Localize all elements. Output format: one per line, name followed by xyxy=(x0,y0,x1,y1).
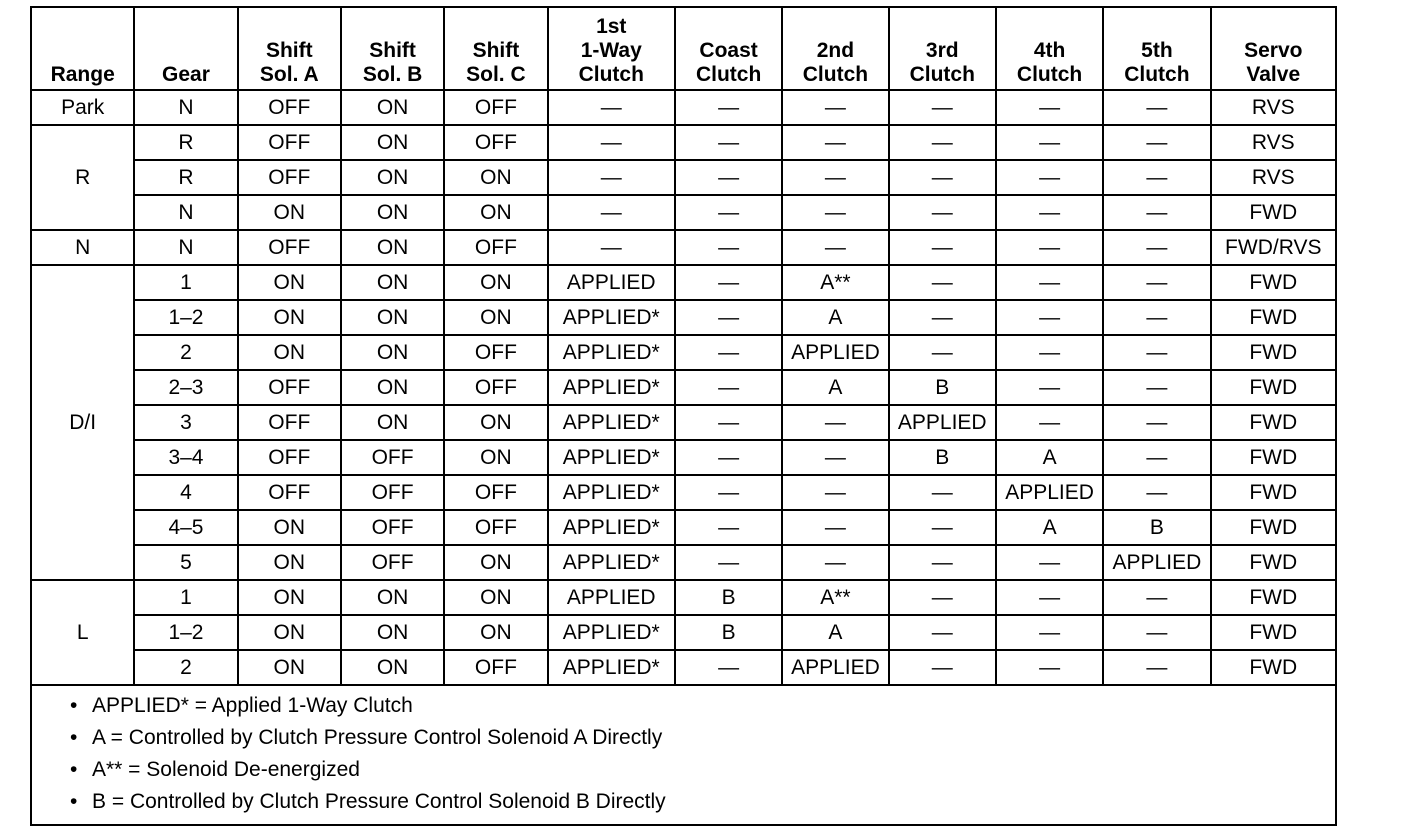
range-cell: L xyxy=(31,580,134,685)
table-cell: — xyxy=(1103,300,1210,335)
table-cell: — xyxy=(675,300,782,335)
table-cell: OFF xyxy=(444,510,547,545)
table-cell: A** xyxy=(782,265,888,300)
table-cell: — xyxy=(1103,195,1210,230)
table-cell: FWD xyxy=(1211,650,1336,685)
table-cell: APPLIED* xyxy=(548,615,675,650)
table-cell: — xyxy=(675,475,782,510)
gear-cell: 1–2 xyxy=(134,615,237,650)
table-cell: — xyxy=(996,195,1103,230)
column-header-line: Sol. A xyxy=(259,63,319,86)
table-cell: OFF xyxy=(238,90,341,125)
table-cell: — xyxy=(1103,475,1210,510)
table-cell: — xyxy=(996,230,1103,265)
table-cell: — xyxy=(996,615,1103,650)
table-row xyxy=(31,230,1336,265)
table-cell: FWD xyxy=(1211,545,1336,580)
column-header-line: 3rd xyxy=(925,39,959,62)
table-row xyxy=(31,125,1336,160)
legend-note xyxy=(32,722,1335,754)
table-cell: APPLIED* xyxy=(548,440,675,475)
range-cell: N xyxy=(31,230,134,265)
gear-cell: R xyxy=(134,160,237,195)
column-header-line: 5th xyxy=(1141,39,1173,62)
table-cell: APPLIED* xyxy=(548,545,675,580)
gear-cell: N xyxy=(134,230,237,265)
gear-cell: 1 xyxy=(134,265,237,300)
table-cell: ON xyxy=(341,580,444,615)
table-cell: APPLIED* xyxy=(548,475,675,510)
gear-cell: 2–3 xyxy=(134,370,237,405)
table-cell: ON xyxy=(341,405,444,440)
range-cell: R xyxy=(31,125,134,230)
table-cell: — xyxy=(675,230,782,265)
table-cell: OFF xyxy=(341,440,444,475)
table-cell: — xyxy=(1103,335,1210,370)
table-cell: APPLIED* xyxy=(548,300,675,335)
table-cell: — xyxy=(548,195,675,230)
column-header xyxy=(444,7,547,90)
column-header-line: Shift xyxy=(369,39,416,62)
table-cell: — xyxy=(996,125,1103,160)
table-cell: — xyxy=(782,125,888,160)
table-cell: — xyxy=(889,90,996,125)
table-cell: FWD xyxy=(1211,615,1336,650)
bullet-icon: • xyxy=(70,726,78,749)
table-cell: — xyxy=(782,545,888,580)
table-cell: — xyxy=(889,265,996,300)
table-cell: ON xyxy=(444,160,547,195)
table-cell: ON xyxy=(444,580,547,615)
table-row xyxy=(31,370,1336,405)
table-cell: A xyxy=(996,510,1103,545)
column-header xyxy=(782,7,888,90)
table-cell: OFF xyxy=(238,125,341,160)
table-cell: — xyxy=(782,195,888,230)
table-row xyxy=(31,650,1336,685)
table-cell: — xyxy=(675,370,782,405)
table-cell: B xyxy=(889,370,996,405)
column-header-line: Valve xyxy=(1246,63,1301,86)
table-cell: APPLIED xyxy=(548,580,675,615)
table-cell: ON xyxy=(341,335,444,370)
table-row xyxy=(31,440,1336,475)
table-cell: — xyxy=(782,160,888,195)
table-cell: FWD xyxy=(1211,440,1336,475)
table-cell: — xyxy=(1103,265,1210,300)
table-cell: ON xyxy=(341,615,444,650)
table-row xyxy=(31,475,1336,510)
column-header xyxy=(996,7,1103,90)
table-cell: — xyxy=(1103,370,1210,405)
table-cell: — xyxy=(548,125,675,160)
table-cell: ON xyxy=(444,545,547,580)
table-cell: ON xyxy=(341,160,444,195)
table-cell: — xyxy=(996,300,1103,335)
table-cell: FWD xyxy=(1211,265,1336,300)
table-cell: ON xyxy=(341,300,444,335)
table-cell: — xyxy=(548,230,675,265)
table-cell: — xyxy=(675,195,782,230)
table-cell: APPLIED xyxy=(548,265,675,300)
header-row xyxy=(31,7,1336,90)
table-cell: FWD xyxy=(1211,195,1336,230)
table-cell: — xyxy=(782,230,888,265)
table-cell: — xyxy=(675,545,782,580)
table-cell: — xyxy=(996,335,1103,370)
gear-cell: 2 xyxy=(134,650,237,685)
gear-cell: 5 xyxy=(134,545,237,580)
table-cell: ON xyxy=(238,510,341,545)
table-cell: B xyxy=(675,615,782,650)
table-cell: — xyxy=(1103,160,1210,195)
table-cell: OFF xyxy=(444,370,547,405)
table-cell: ON xyxy=(238,265,341,300)
table-cell: FWD xyxy=(1211,405,1336,440)
table-cell: OFF xyxy=(238,160,341,195)
table-cell: — xyxy=(996,265,1103,300)
table-header xyxy=(31,7,1336,90)
column-header-line: 1-Way xyxy=(580,39,642,62)
gear-cell: 4–5 xyxy=(134,510,237,545)
table-cell: A** xyxy=(782,580,888,615)
table-row xyxy=(31,510,1336,545)
table-cell: — xyxy=(548,160,675,195)
table-cell: — xyxy=(889,510,996,545)
legend-note xyxy=(32,754,1335,786)
table-cell: APPLIED xyxy=(782,335,888,370)
table-cell: OFF xyxy=(444,230,547,265)
table-cell: — xyxy=(996,90,1103,125)
table-cell: ON xyxy=(341,265,444,300)
table-cell: ON xyxy=(341,230,444,265)
table-cell: — xyxy=(996,160,1103,195)
column-header xyxy=(341,7,444,90)
bullet-icon: • xyxy=(70,758,78,781)
table-cell: — xyxy=(1103,90,1210,125)
legend-note xyxy=(32,786,1335,818)
table-cell: — xyxy=(1103,405,1210,440)
column-header xyxy=(238,7,341,90)
table-cell: — xyxy=(782,510,888,545)
table-row xyxy=(31,90,1336,125)
table-cell: OFF xyxy=(238,230,341,265)
notes-section xyxy=(30,686,1337,826)
table-cell: — xyxy=(1103,125,1210,160)
column-header-line: Range xyxy=(50,63,115,86)
table-row xyxy=(31,300,1336,335)
table-cell: OFF xyxy=(238,370,341,405)
table-cell: — xyxy=(1103,580,1210,615)
table-cell: ON xyxy=(238,335,341,370)
column-header-line: Servo xyxy=(1244,39,1303,62)
column-header xyxy=(889,7,996,90)
table-cell: — xyxy=(675,440,782,475)
table-cell: A xyxy=(996,440,1103,475)
table-cell: APPLIED* xyxy=(548,335,675,370)
column-header-line: 4th xyxy=(1033,39,1066,62)
range-cell: D/I xyxy=(31,265,134,580)
table-cell: RVS xyxy=(1211,125,1336,160)
table-cell: — xyxy=(889,300,996,335)
table-cell: ON xyxy=(341,650,444,685)
table-cell: ON xyxy=(444,405,547,440)
table-cell: — xyxy=(1103,615,1210,650)
column-header xyxy=(134,7,237,90)
table-cell: ON xyxy=(238,650,341,685)
column-header xyxy=(1103,7,1210,90)
table-cell: A xyxy=(782,615,888,650)
table-cell: — xyxy=(675,265,782,300)
column-header-line: Shift xyxy=(472,39,520,62)
bullet-icon: • xyxy=(70,694,78,717)
table-cell: — xyxy=(996,580,1103,615)
table-cell: ON xyxy=(444,440,547,475)
table-cell: APPLIED* xyxy=(548,510,675,545)
column-header-line: Shift xyxy=(265,39,313,62)
solenoid-clutch-table xyxy=(30,6,1337,686)
table-cell: — xyxy=(889,475,996,510)
table-cell: FWD xyxy=(1211,475,1336,510)
table-cell: APPLIED xyxy=(889,405,996,440)
column-header-line: 2nd xyxy=(816,39,855,62)
table-cell: ON xyxy=(238,195,341,230)
table-cell: — xyxy=(675,125,782,160)
legend-note-text: A = Controlled by Clutch Pressure Control Solenoid A Directly xyxy=(92,726,663,749)
table-row xyxy=(31,195,1336,230)
column-header-line: 1st xyxy=(596,15,627,38)
table-cell: — xyxy=(889,160,996,195)
table-cell: — xyxy=(996,370,1103,405)
gear-cell: N xyxy=(134,90,237,125)
column-header xyxy=(675,7,782,90)
table-cell: ON xyxy=(444,615,547,650)
table-cell: ON xyxy=(444,195,547,230)
column-header-line: Gear xyxy=(162,63,210,86)
column-header-line: Clutch xyxy=(1016,63,1083,86)
table-cell: B xyxy=(675,580,782,615)
table-cell: OFF xyxy=(341,545,444,580)
gear-cell: 3–4 xyxy=(134,440,237,475)
table-row xyxy=(31,335,1336,370)
table-cell: — xyxy=(889,580,996,615)
table-cell: — xyxy=(782,405,888,440)
table-cell: ON xyxy=(341,90,444,125)
table-cell: APPLIED* xyxy=(548,370,675,405)
table-cell: A xyxy=(782,370,888,405)
legend-note xyxy=(32,690,1335,722)
table-cell: OFF xyxy=(444,125,547,160)
table-cell: FWD xyxy=(1211,335,1336,370)
table-cell: APPLIED xyxy=(1103,545,1210,580)
table-row xyxy=(31,265,1336,300)
table-cell: OFF xyxy=(444,475,547,510)
table-cell: ON xyxy=(238,580,341,615)
column-header-line: Clutch xyxy=(695,63,762,86)
table-row xyxy=(31,580,1336,615)
table-cell: B xyxy=(889,440,996,475)
column-header-line: Clutch xyxy=(909,63,975,86)
legend-note-text: B = Controlled by Clutch Pressure Control Solenoid B Directly xyxy=(92,790,666,813)
table-cell: — xyxy=(782,90,888,125)
table-cell: — xyxy=(889,615,996,650)
table-cell: B xyxy=(1103,510,1210,545)
column-header-line: Clutch xyxy=(578,63,644,86)
table-cell: — xyxy=(548,90,675,125)
table-cell: FWD xyxy=(1211,580,1336,615)
gear-cell: 2 xyxy=(134,335,237,370)
table-cell: ON xyxy=(238,300,341,335)
table-cell: APPLIED* xyxy=(548,650,675,685)
table-cell: — xyxy=(782,440,888,475)
column-header-line: Sol. B xyxy=(362,63,423,86)
table-cell: ON xyxy=(444,265,547,300)
table-cell: OFF xyxy=(444,650,547,685)
table-row xyxy=(31,405,1336,440)
column-header-line: Clutch xyxy=(1124,63,1190,86)
column-header-line: Coast xyxy=(699,39,758,62)
table-cell: — xyxy=(889,545,996,580)
table-cell: ON xyxy=(341,370,444,405)
bullet-icon: • xyxy=(70,790,78,813)
column-header xyxy=(1211,7,1336,90)
column-header xyxy=(548,7,675,90)
table-cell: OFF xyxy=(444,335,547,370)
table-body xyxy=(31,90,1336,685)
table-cell: — xyxy=(1103,440,1210,475)
table-cell: — xyxy=(889,230,996,265)
table-cell: — xyxy=(1103,650,1210,685)
table-cell: — xyxy=(675,90,782,125)
table-cell: RVS xyxy=(1211,90,1336,125)
table-row xyxy=(31,545,1336,580)
table-cell: — xyxy=(675,335,782,370)
table-cell: ON xyxy=(444,300,547,335)
table-cell: FWD/RVS xyxy=(1211,230,1336,265)
column-header-line: Clutch xyxy=(802,63,869,86)
table-cell: APPLIED xyxy=(996,475,1103,510)
table-cell: FWD xyxy=(1211,370,1336,405)
table-cell: APPLIED* xyxy=(548,405,675,440)
column-header xyxy=(31,7,134,90)
table-row xyxy=(31,615,1336,650)
table-row xyxy=(31,160,1336,195)
table-cell: — xyxy=(675,650,782,685)
table-cell: A xyxy=(782,300,888,335)
range-cell: Park xyxy=(31,90,134,125)
table-cell: FWD xyxy=(1211,300,1336,335)
table-cell: ON xyxy=(341,195,444,230)
table-cell: ON xyxy=(341,125,444,160)
table-cell: — xyxy=(675,405,782,440)
gear-cell: 3 xyxy=(134,405,237,440)
table-cell: OFF xyxy=(341,475,444,510)
table-cell: — xyxy=(675,160,782,195)
table-cell: OFF xyxy=(238,405,341,440)
gear-cell: 4 xyxy=(134,475,237,510)
table-cell: — xyxy=(889,195,996,230)
gear-cell: 1–2 xyxy=(134,300,237,335)
table-cell: — xyxy=(782,475,888,510)
shift-chart xyxy=(30,6,1337,826)
table-cell: — xyxy=(675,510,782,545)
gear-cell: 1 xyxy=(134,580,237,615)
table-cell: — xyxy=(996,405,1103,440)
table-cell: APPLIED xyxy=(782,650,888,685)
table-cell: OFF xyxy=(341,510,444,545)
legend-note-text: A** = Solenoid De-energized xyxy=(92,758,360,781)
table-cell: — xyxy=(889,650,996,685)
table-cell: — xyxy=(889,335,996,370)
table-cell: — xyxy=(996,545,1103,580)
table-cell: OFF xyxy=(238,475,341,510)
table-cell: ON xyxy=(238,615,341,650)
table-cell: FWD xyxy=(1211,510,1336,545)
gear-cell: R xyxy=(134,125,237,160)
table-cell: OFF xyxy=(444,90,547,125)
table-cell: OFF xyxy=(238,440,341,475)
table-cell: — xyxy=(1103,230,1210,265)
table-cell: — xyxy=(996,650,1103,685)
table-cell: — xyxy=(889,125,996,160)
table-cell: ON xyxy=(238,545,341,580)
legend-note-text: APPLIED* = Applied 1-Way Clutch xyxy=(92,694,413,717)
gear-cell: N xyxy=(134,195,237,230)
column-header-line: Sol. C xyxy=(466,63,526,86)
table-cell: RVS xyxy=(1211,160,1336,195)
